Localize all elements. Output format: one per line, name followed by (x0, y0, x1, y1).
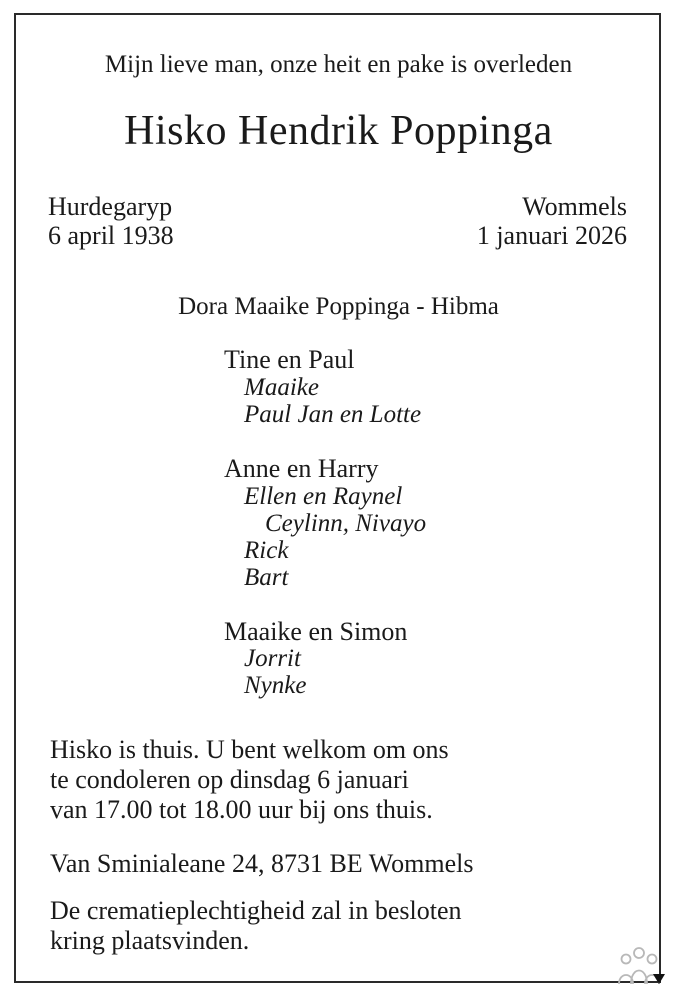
spouse-name: Dora Maaike Poppinga - Hibma (178, 293, 499, 320)
visit-text-line: te condoleren op dinsdag 6 januari (50, 765, 409, 794)
death-date: 1 januari 2026 (476, 221, 627, 250)
birth-date: 6 april 1938 (48, 221, 174, 250)
birth-place: Hurdegaryp (48, 192, 173, 221)
family-parents: Anne en Harry (224, 454, 379, 483)
family-child: Jorrit (244, 645, 301, 672)
family-logo-icon (615, 944, 667, 992)
family-child: Maaike (244, 374, 319, 401)
family-child: Rick (244, 537, 289, 564)
family-child: Bart (244, 564, 289, 591)
ceremony-text-line: kring plaatsvinden. (50, 926, 250, 955)
ceremony-text-line: De crematieplechtigheid zal in besloten (50, 896, 462, 925)
family-child: Ellen en Raynel (244, 483, 403, 510)
family-child: Nynke (244, 672, 307, 699)
family-grandchild: Ceylinn, Nivayo (265, 510, 427, 537)
family-child: Paul Jan en Lotte (244, 401, 422, 428)
address: Van Sminialeane 24, 8731 BE Wommels (50, 849, 474, 878)
intro-text: Mijn lieve man, onze heit en pake is overleden (104, 51, 573, 78)
triangle-down-icon (653, 974, 665, 984)
deceased-name: Hisko Hendrik Poppinga (124, 108, 553, 154)
family-parents: Tine en Paul (224, 345, 355, 374)
visit-text-line: Hisko is thuis. U bent welkom om ons (50, 735, 449, 764)
visit-text-line: van 17.00 tot 18.00 uur bij ons thuis. (50, 795, 433, 824)
family-parents: Maaike en Simon (224, 617, 408, 646)
death-place: Wommels (522, 192, 627, 221)
